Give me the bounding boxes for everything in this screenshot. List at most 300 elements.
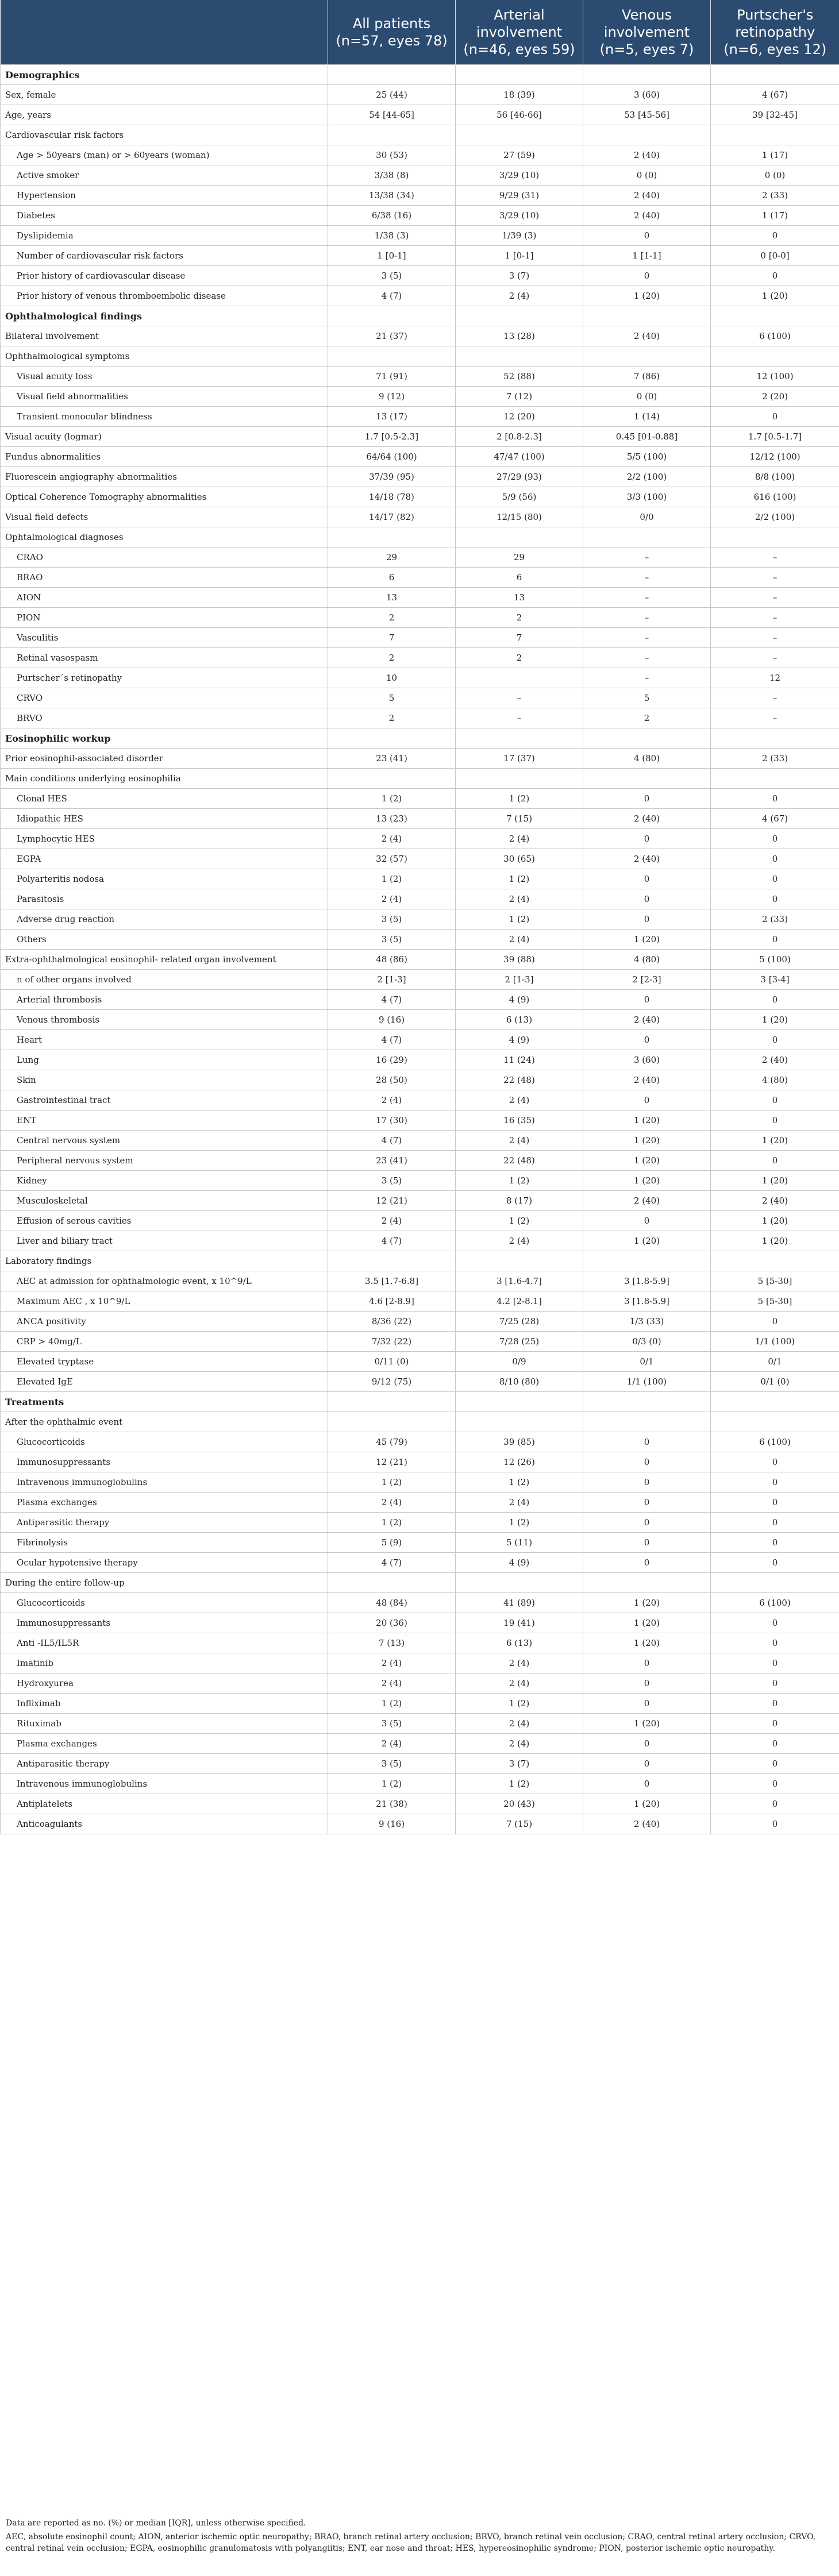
cell-venous: 1 (20) (583, 1613, 711, 1633)
cell-purtscher: 1 (20) (711, 1211, 839, 1231)
row-label: Venous thrombosis (1, 1010, 328, 1030)
cell-all-patients: 6/38 (16) (328, 206, 456, 226)
cell-venous: 0 (583, 1673, 711, 1694)
cell-venous: – (583, 648, 711, 668)
table-row (1, 1774, 839, 1794)
cell-arterial: 1 (2) (456, 1513, 583, 1533)
cell-arterial: 2 (4) (456, 930, 583, 950)
cell-arterial: 12 (20) (456, 407, 583, 427)
cell-all-patients: 2 (328, 708, 456, 728)
table-row (1, 1533, 839, 1553)
cell-all-patients: 13 (17) (328, 407, 456, 427)
row-label: Fibrinolysis (1, 1533, 328, 1553)
cell-venous: 0 (583, 1734, 711, 1754)
table-row (1, 1090, 839, 1110)
cell-purtscher: 0 (711, 1794, 839, 1814)
cell-all-patients: 13/38 (34) (328, 186, 456, 206)
row-label: Optical Coherence Tomography abnormalities (1, 487, 328, 507)
row-label: Fundus abnormalities (1, 447, 328, 467)
row-label: Elevated IgE (1, 1372, 328, 1392)
row-label: Antiparasitic therapy (1, 1513, 328, 1533)
cell-all-patients: 9 (16) (328, 1814, 456, 1834)
cell-arterial: 5/9 (56) (456, 487, 583, 507)
cell-venous: 1 (20) (583, 1633, 711, 1653)
cell-arterial: 11 (24) (456, 1050, 583, 1070)
row-label: Glucocorticoids (1, 1432, 328, 1452)
row-label: ANCA positivity (1, 1312, 328, 1332)
cell-venous: – (583, 668, 711, 688)
subsection-row (1, 1412, 839, 1432)
table-row (1, 105, 839, 125)
table-body (1, 65, 839, 1834)
cell-purtscher: 8/8 (100) (711, 467, 839, 487)
cell-arterial: 1/39 (3) (456, 226, 583, 246)
cell-venous: 1/3 (33) (583, 1312, 711, 1332)
cell-purtscher: – (711, 568, 839, 588)
cell-all-patients: 1 (2) (328, 1472, 456, 1493)
subsection-row (1, 125, 839, 145)
cell-all-patients: 9 (16) (328, 1010, 456, 1030)
cell-all-patients: 45 (79) (328, 1432, 456, 1452)
footnote-data-format: Data are reported as no. (%) or median [IQR], unless otherwise specified. (6, 2519, 306, 2528)
cell-purtscher: 0 (711, 1533, 839, 1553)
row-label: Purtscher´s retinopathy (1, 668, 328, 688)
table-row (1, 1754, 839, 1774)
cell-purtscher: 0 (711, 1312, 839, 1332)
table-row (1, 186, 839, 206)
row-label: Prior eosinophil-associated disorder (1, 749, 328, 769)
cell-all-patients: 2 (4) (328, 1090, 456, 1110)
table-row (1, 950, 839, 970)
header-venous-involvement: Venous involvement (n=5, eyes 7) (583, 0, 711, 65)
cell-purtscher: 0 (711, 1714, 839, 1734)
cell-venous: 2 (40) (583, 206, 711, 226)
table-row (1, 1312, 839, 1332)
cell-venous: 1 (14) (583, 407, 711, 427)
empty-cell (328, 1251, 456, 1271)
cell-venous: 4 (80) (583, 749, 711, 769)
cell-purtscher: 0 (711, 407, 839, 427)
empty-cell (583, 346, 711, 367)
cell-venous: 2 (40) (583, 849, 711, 869)
row-label: EGPA (1, 849, 328, 869)
empty-cell (583, 65, 711, 85)
cell-purtscher: 0 (711, 1653, 839, 1673)
cell-all-patients: 3 (5) (328, 930, 456, 950)
table-row (1, 507, 839, 527)
cell-venous: 2 (40) (583, 145, 711, 165)
table-row (1, 930, 839, 950)
cell-arterial: 47/47 (100) (456, 447, 583, 467)
row-label: Skin (1, 1070, 328, 1090)
cell-purtscher: 3 [3-4] (711, 970, 839, 990)
cell-purtscher: – (711, 648, 839, 668)
cell-venous: 7 (86) (583, 367, 711, 387)
cell-all-patients: 3 (5) (328, 909, 456, 930)
cell-all-patients: 3 (5) (328, 266, 456, 286)
cell-all-patients: 71 (91) (328, 367, 456, 387)
table-row (1, 829, 839, 849)
cell-all-patients: 1 (2) (328, 1694, 456, 1714)
cell-arterial: 2 (4) (456, 1493, 583, 1513)
section-header-row (1, 1392, 839, 1412)
table-row (1, 1332, 839, 1352)
cell-arterial: 1 [0-1] (456, 246, 583, 266)
cell-purtscher: 2/2 (100) (711, 507, 839, 527)
cell-arterial: 41 (89) (456, 1593, 583, 1613)
row-label: Rituximab (1, 1714, 328, 1734)
cell-purtscher: 0 (711, 1493, 839, 1513)
cell-venous: 2 (40) (583, 1191, 711, 1211)
cell-purtscher: – (711, 547, 839, 568)
cell-venous: 0/3 (0) (583, 1332, 711, 1352)
table-row (1, 608, 839, 628)
cell-arterial: 6 (13) (456, 1633, 583, 1653)
empty-cell (583, 527, 711, 547)
table-row (1, 749, 839, 769)
cell-venous: 2/2 (100) (583, 467, 711, 487)
cell-all-patients: 2 [1-3] (328, 970, 456, 990)
row-label: Plasma exchanges (1, 1734, 328, 1754)
cell-venous: 0 (0) (583, 165, 711, 186)
row-label: AION (1, 588, 328, 608)
empty-cell (456, 769, 583, 789)
cell-venous: 0 (583, 869, 711, 889)
table-row (1, 1171, 839, 1191)
cell-venous: – (583, 568, 711, 588)
subsection-title: Main conditions underlying eosinophilia (1, 769, 328, 789)
cell-all-patients: 13 (328, 588, 456, 608)
table-row (1, 568, 839, 588)
empty-cell (328, 728, 456, 749)
empty-cell (328, 65, 456, 85)
cell-arterial: 4.2 [2-8.1] (456, 1291, 583, 1312)
cell-arterial: 2 [1-3] (456, 970, 583, 990)
cell-arterial: 27/29 (93) (456, 467, 583, 487)
cell-venous: 3 (60) (583, 1050, 711, 1070)
row-label: Prior history of cardiovascular disease (1, 266, 328, 286)
subsection-row (1, 346, 839, 367)
cell-venous: 0 (583, 1493, 711, 1513)
cell-venous: 4 (80) (583, 950, 711, 970)
empty-cell (583, 1412, 711, 1432)
cell-arterial: – (456, 688, 583, 708)
cell-purtscher: 0 (711, 849, 839, 869)
row-label: Central nervous system (1, 1131, 328, 1151)
empty-cell (456, 728, 583, 749)
row-label: Vasculitis (1, 628, 328, 648)
cell-all-patients: 2 (4) (328, 889, 456, 909)
table-row (1, 1673, 839, 1694)
cell-venous: 0 (583, 1432, 711, 1452)
cell-all-patients: 2 (4) (328, 829, 456, 849)
cell-arterial: 2 (4) (456, 286, 583, 306)
header-purtscher-retinopathy: Purtscher's retinopathy (n=6, eyes 12) (711, 0, 839, 65)
cell-purtscher: 0 (711, 1633, 839, 1653)
cell-all-patients: 1 (2) (328, 869, 456, 889)
empty-cell (583, 1392, 711, 1412)
cell-venous: 0.45 [01-0.88] (583, 427, 711, 447)
row-label: Arterial thrombosis (1, 990, 328, 1010)
cell-purtscher: – (711, 588, 839, 608)
row-label: CRVO (1, 688, 328, 708)
cell-venous: 0 (583, 990, 711, 1010)
table-row (1, 427, 839, 447)
cell-purtscher: 0 (711, 930, 839, 950)
cell-all-patients: 2 (328, 608, 456, 628)
table-row (1, 547, 839, 568)
cell-purtscher: 0 (711, 789, 839, 809)
cell-arterial: 2 (4) (456, 829, 583, 849)
subsection-title: Ophthalmological symptoms (1, 346, 328, 367)
row-label: Plasma exchanges (1, 1493, 328, 1513)
row-label: CRP > 40mg/L (1, 1332, 328, 1352)
table-row (1, 1593, 839, 1613)
cell-purtscher: 6 (100) (711, 326, 839, 346)
cell-arterial: 30 (65) (456, 849, 583, 869)
cell-purtscher: 1 (20) (711, 1010, 839, 1030)
cell-all-patients: 2 (4) (328, 1673, 456, 1694)
cell-all-patients: 12 (21) (328, 1191, 456, 1211)
cell-arterial: 22 (48) (456, 1070, 583, 1090)
empty-cell (456, 1251, 583, 1271)
cell-all-patients: 4 (7) (328, 1030, 456, 1050)
cell-all-patients: 48 (84) (328, 1593, 456, 1613)
table-row (1, 1372, 839, 1392)
cell-arterial: 7 (456, 628, 583, 648)
cell-venous: 1 (20) (583, 1714, 711, 1734)
cell-purtscher: 2 (33) (711, 749, 839, 769)
table-row (1, 1191, 839, 1211)
cell-venous: – (583, 608, 711, 628)
row-label: Adverse drug reaction (1, 909, 328, 930)
row-label: Number of cardiovascular risk factors (1, 246, 328, 266)
cell-arterial: 12 (26) (456, 1452, 583, 1472)
cell-all-patients: 23 (41) (328, 749, 456, 769)
row-label: Glucocorticoids (1, 1593, 328, 1613)
cell-arterial: 4 (9) (456, 1553, 583, 1573)
cell-all-patients: 3 (5) (328, 1754, 456, 1774)
empty-cell (328, 769, 456, 789)
table-row (1, 1493, 839, 1513)
table-row (1, 1010, 839, 1030)
cell-all-patients: 4 (7) (328, 1131, 456, 1151)
table-header (1, 0, 839, 65)
table-row (1, 266, 839, 286)
row-label: Active smoker (1, 165, 328, 186)
empty-cell (583, 1573, 711, 1593)
table-row (1, 1070, 839, 1090)
cell-venous: 0/1 (583, 1352, 711, 1372)
cell-purtscher: 0 (711, 1754, 839, 1774)
row-label: Immunosuppressants (1, 1613, 328, 1633)
table-row (1, 1151, 839, 1171)
cell-purtscher: 5 (100) (711, 950, 839, 970)
cell-venous: 0/0 (583, 507, 711, 527)
cell-purtscher: 2 (40) (711, 1191, 839, 1211)
row-label: Hypertension (1, 186, 328, 206)
header-empty (1, 0, 328, 65)
row-label: Maximum AEC , x 10^9/L (1, 1291, 328, 1312)
cell-arterial: 39 (88) (456, 950, 583, 970)
section-header-row (1, 65, 839, 85)
cell-arterial: 4 (9) (456, 1030, 583, 1050)
cell-all-patients: 0/11 (0) (328, 1352, 456, 1372)
subsection-title: After the ophthalmic event (1, 1412, 328, 1432)
cell-purtscher: 12 (100) (711, 367, 839, 387)
cell-arterial (456, 668, 583, 688)
cell-venous: – (583, 628, 711, 648)
row-label: Retinal vasospasm (1, 648, 328, 668)
cell-arterial: 12/15 (80) (456, 507, 583, 527)
cell-all-patients: 4 (7) (328, 990, 456, 1010)
empty-cell (711, 1251, 839, 1271)
table-row (1, 789, 839, 809)
cell-purtscher: 0 (711, 1774, 839, 1794)
row-label: Extra-ophthalmological eosinophil- related organ involvement (1, 950, 328, 970)
table-row (1, 1814, 839, 1834)
cell-all-patients: 2 (4) (328, 1653, 456, 1673)
cell-venous: 1 (20) (583, 930, 711, 950)
header-arterial-involvement: Arterial involvement (n=46, eyes 59) (456, 0, 583, 65)
cell-purtscher: 0 (711, 1110, 839, 1131)
empty-cell (583, 769, 711, 789)
cell-arterial: 13 (28) (456, 326, 583, 346)
cell-all-patients: 4.6 [2-8.9] (328, 1291, 456, 1312)
cell-venous: 0 (583, 1472, 711, 1493)
table-row (1, 1211, 839, 1231)
cell-arterial: 17 (37) (456, 749, 583, 769)
cell-purtscher: 5 [5-30] (711, 1291, 839, 1312)
cell-all-patients: 30 (53) (328, 145, 456, 165)
cell-purtscher: 1/1 (100) (711, 1332, 839, 1352)
cell-all-patients: 23 (41) (328, 1151, 456, 1171)
table-row (1, 1131, 839, 1151)
cell-venous: 1 [1-1] (583, 246, 711, 266)
cell-purtscher: 616 (100) (711, 487, 839, 507)
cell-all-patients: 37/39 (95) (328, 467, 456, 487)
row-label: BRAO (1, 568, 328, 588)
cell-purtscher: 0 (711, 869, 839, 889)
cell-all-patients: 3.5 [1.7-6.8] (328, 1271, 456, 1291)
empty-cell (328, 346, 456, 367)
cell-all-patients: 1 (2) (328, 1513, 456, 1533)
cell-arterial: 7 (15) (456, 1814, 583, 1834)
cell-venous: 0 (583, 226, 711, 246)
cell-purtscher: 0/1 (0) (711, 1372, 839, 1392)
cell-venous: 0 (583, 889, 711, 909)
empty-cell (456, 346, 583, 367)
cell-venous: 2 [2-3] (583, 970, 711, 990)
row-label: Intravenous immunoglobulins (1, 1774, 328, 1794)
cell-purtscher: 0/1 (711, 1352, 839, 1372)
table-row (1, 628, 839, 648)
cell-purtscher: 0 (711, 990, 839, 1010)
row-label: BRVO (1, 708, 328, 728)
cell-venous: 1 (20) (583, 1151, 711, 1171)
cell-all-patients: 2 (328, 648, 456, 668)
empty-cell (328, 1392, 456, 1412)
table-row (1, 487, 839, 507)
table-row (1, 467, 839, 487)
table-row (1, 1794, 839, 1814)
cell-purtscher: 0 (711, 266, 839, 286)
cell-purtscher: 1 (17) (711, 206, 839, 226)
cell-all-patients: 5 (328, 688, 456, 708)
cell-purtscher: 4 (67) (711, 809, 839, 829)
row-label: CRAO (1, 547, 328, 568)
cell-purtscher: – (711, 608, 839, 628)
cell-all-patients: 16 (29) (328, 1050, 456, 1070)
subsection-title: Laboratory findings (1, 1251, 328, 1271)
empty-cell (711, 65, 839, 85)
cell-arterial: 1 (2) (456, 1171, 583, 1191)
cell-all-patients: 7 (13) (328, 1633, 456, 1653)
cell-arterial: 8/10 (80) (456, 1372, 583, 1392)
cell-arterial: 3/29 (10) (456, 206, 583, 226)
empty-cell (711, 1573, 839, 1593)
section-title: Treatments (1, 1392, 328, 1412)
row-label: Bilateral involvement (1, 326, 328, 346)
row-label: Ocular hypotensive therapy (1, 1553, 328, 1573)
cell-venous: 0 (583, 1533, 711, 1553)
cell-arterial: 1 (2) (456, 789, 583, 809)
table-row (1, 1553, 839, 1573)
cell-arterial: 9/29 (31) (456, 186, 583, 206)
empty-cell (456, 1573, 583, 1593)
cell-purtscher: 39 [32-45] (711, 105, 839, 125)
row-label: ENT (1, 1110, 328, 1131)
cell-arterial: – (456, 708, 583, 728)
table-row (1, 145, 839, 165)
row-label: Immunosuppressants (1, 1452, 328, 1472)
cell-venous: 0 (583, 909, 711, 930)
empty-cell (583, 728, 711, 749)
cell-all-patients: 7 (328, 628, 456, 648)
row-label: Imatinib (1, 1653, 328, 1673)
table-row (1, 447, 839, 467)
cell-purtscher: 1 (20) (711, 1171, 839, 1191)
cell-all-patients: 64/64 (100) (328, 447, 456, 467)
cell-arterial: 19 (41) (456, 1613, 583, 1633)
table-row (1, 1291, 839, 1312)
cell-purtscher: 0 (711, 1553, 839, 1573)
cell-all-patients: 3/38 (8) (328, 165, 456, 186)
cell-all-patients: 2 (4) (328, 1493, 456, 1513)
table-row (1, 1633, 839, 1653)
row-label: Dyslipidemia (1, 226, 328, 246)
cell-venous: – (583, 588, 711, 608)
cell-purtscher: 1 (20) (711, 286, 839, 306)
header-row (1, 0, 839, 65)
row-label: n of other organs involved (1, 970, 328, 990)
cell-venous: 0 (583, 1774, 711, 1794)
cell-purtscher: 6 (100) (711, 1593, 839, 1613)
cell-venous: 1 (20) (583, 1593, 711, 1613)
cell-venous: 5/5 (100) (583, 447, 711, 467)
cell-purtscher: – (711, 708, 839, 728)
table-row (1, 1452, 839, 1472)
cell-arterial: 7 (15) (456, 809, 583, 829)
cell-venous: 2 (40) (583, 1010, 711, 1030)
row-label: Polyarteritis nodosa (1, 869, 328, 889)
cell-purtscher: 1 (20) (711, 1231, 839, 1251)
empty-cell (711, 527, 839, 547)
cell-purtscher: 0 (711, 1472, 839, 1493)
cell-arterial: 16 (35) (456, 1110, 583, 1131)
cell-venous: 3/3 (100) (583, 487, 711, 507)
cell-venous: 2 (40) (583, 186, 711, 206)
